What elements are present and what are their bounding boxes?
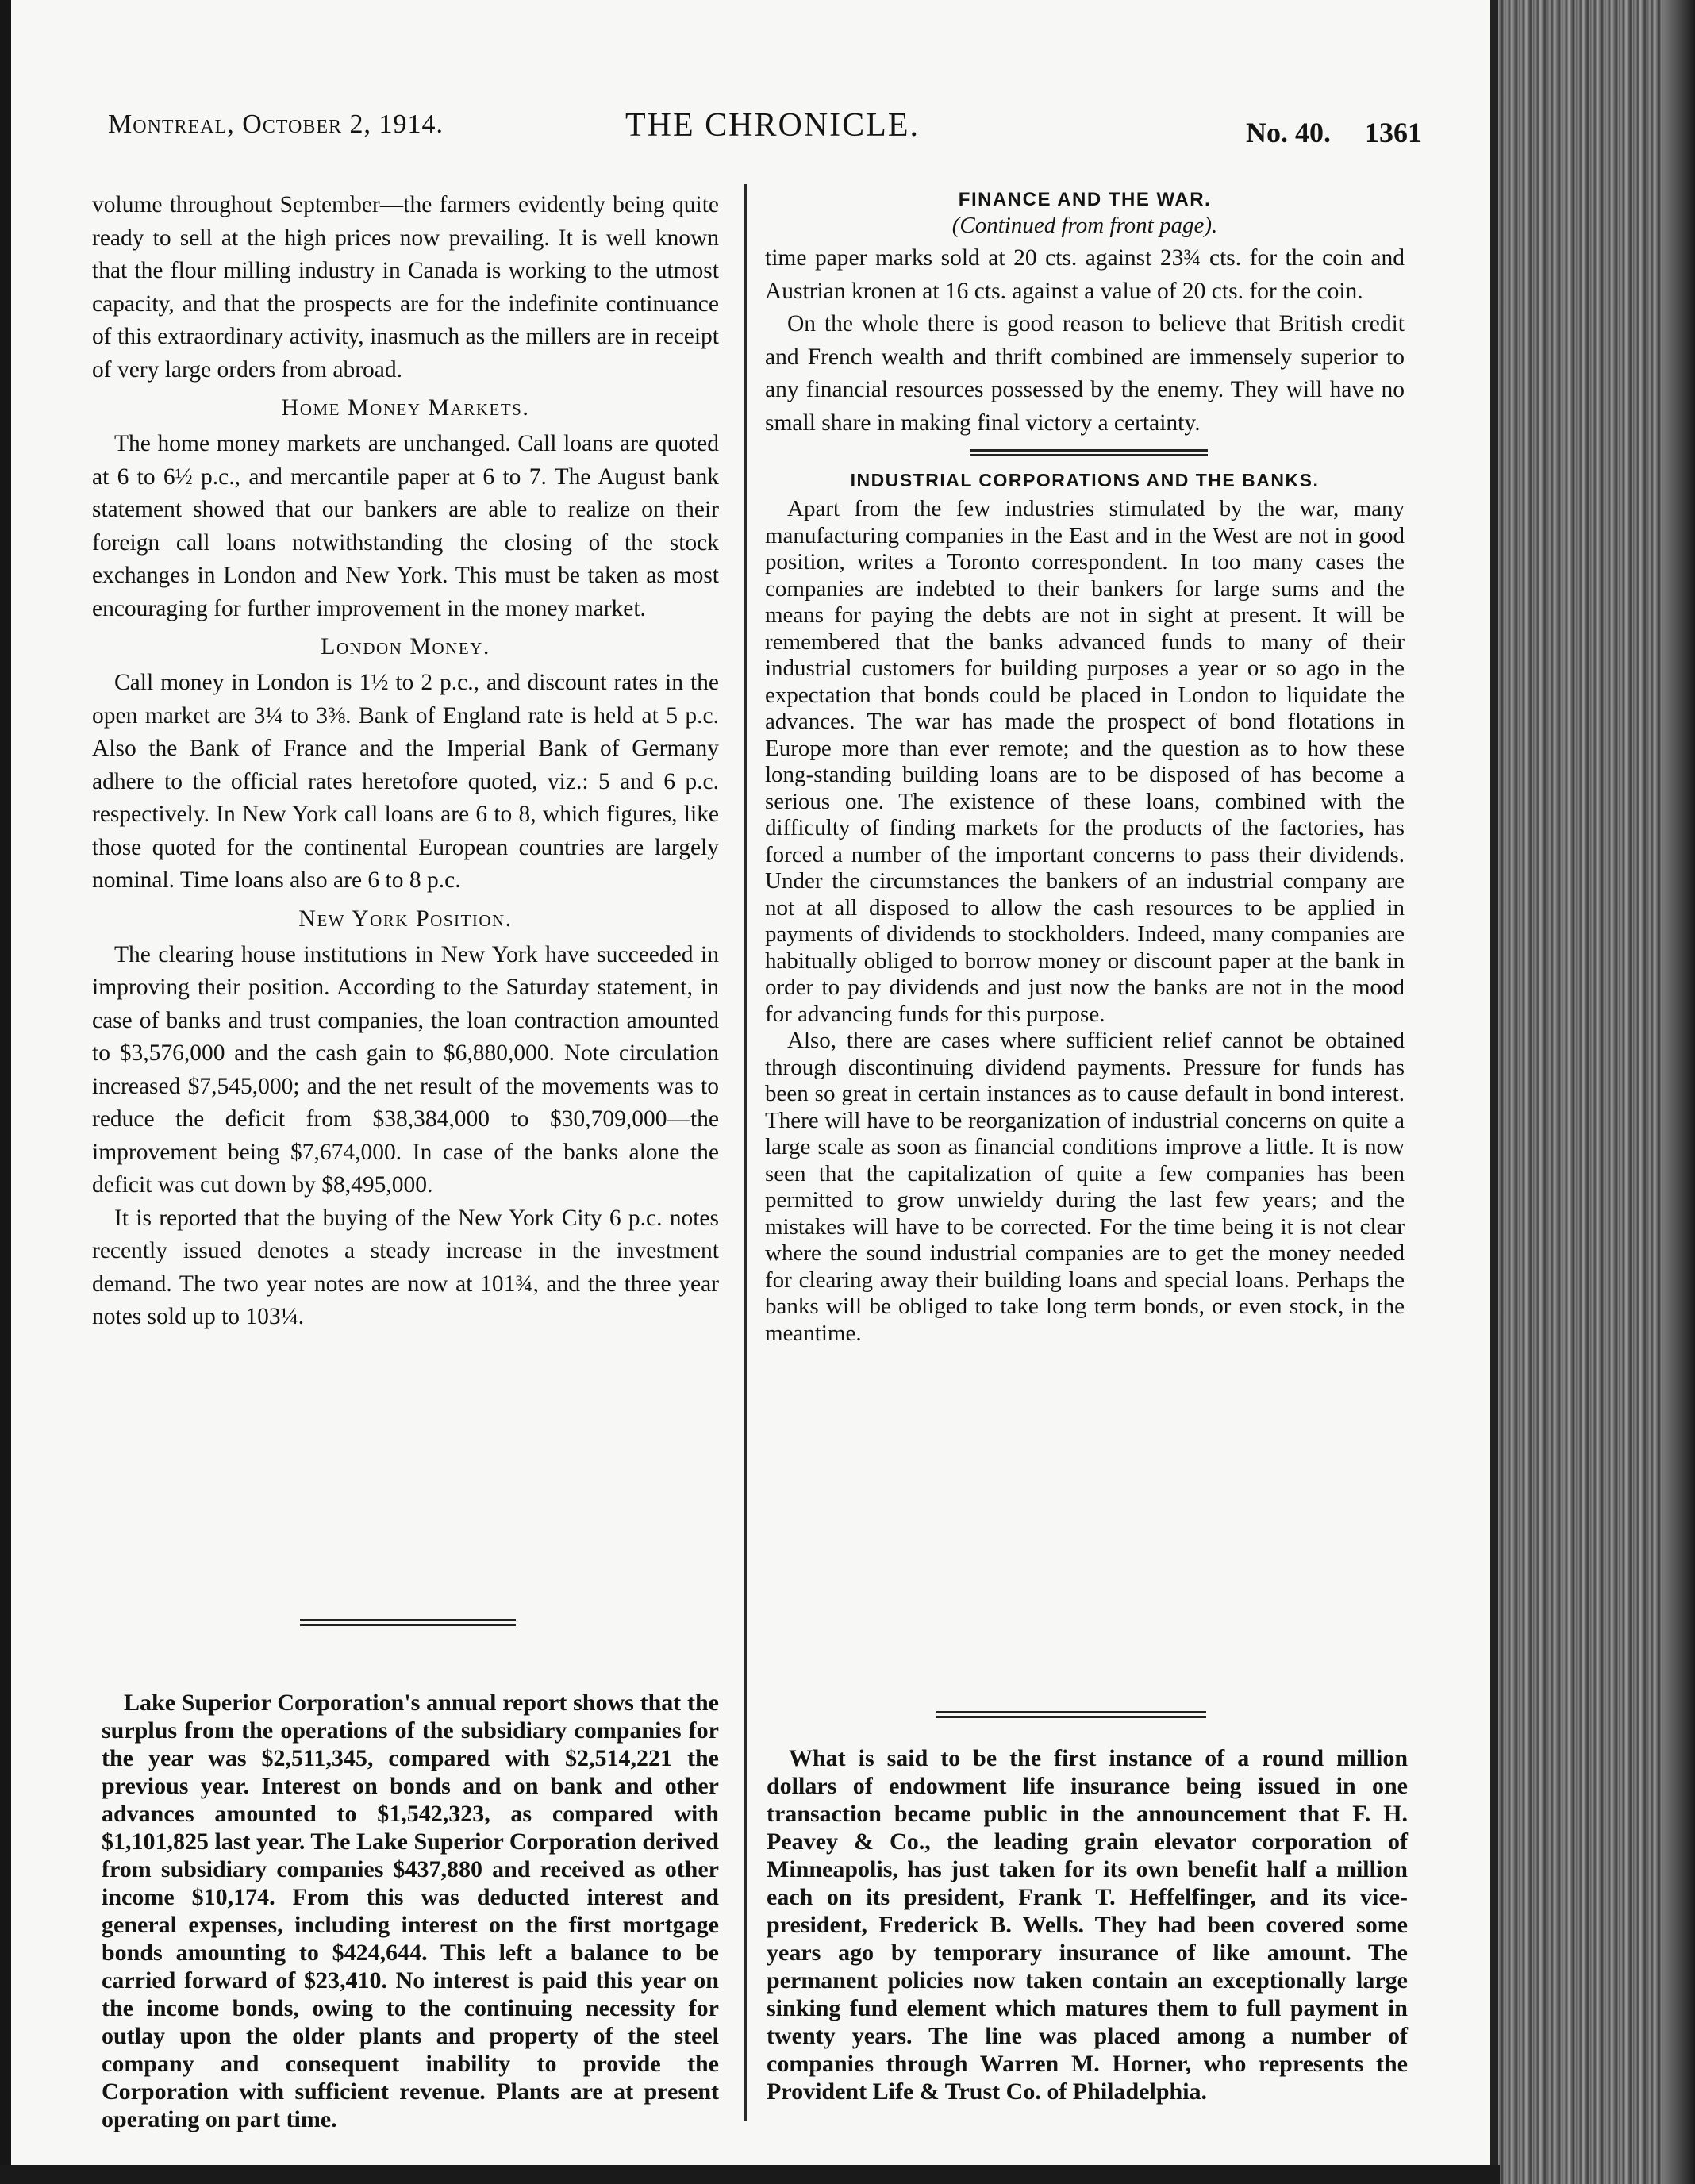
page-number: 1361 [1365,117,1422,148]
intro-paragraph: volume throughout September—the farmers evidently being quite ready to sell at the high prices now prevailing. It is well known that the flour milling industry in Canada is working to the utmost capacity, and that the prospects are for the indefinite continuance of this extraordinary activity, inasmuch as the millers are in receipt of very large orders from abroad. [92,192,719,383]
industrial-text-2: Also, there are cases where sufficient relief cannot be obtained through discontinuing dividend payments. Pressure for funds has been so great in certain instances as to cause default in bond interest. There will have to be reorganization of industrial concerns on quite a large scale as soon as financial conditions improve a little. It is now seen that the capitalization of quite a few companies has been permitted to grow unwieldy during the last few years; and the mistakes will have to be corrected. For the time being it is not clear where the sound industrial companies are to get the money needed for clearing away their building loans and special loans. Perhaps the banks will be obliged to take long term bonds, or even stock, in the meantime. [765,1028,1405,1346]
finance-war-rule-spacer [765,440,1405,470]
new-york-heading: New York Position. [298,905,513,932]
finance-war-rule [970,449,1208,457]
right-section-rule [936,1711,1206,1719]
new-york-text-2: It is reported that the buying of the New York City 6 p.c. notes recently issued denotes a steady increase in the investment demand. The two year notes are now at 101¾, and the three year notes sold up to 103¼. [92,1205,719,1329]
lake-superior-text: Lake Superior Corporation's annual report shows that the surplus from the operations of the subsidiary companies for the year was $2,511,345, compared with $2,514,221 the previous year. Interest on bonds and on bank and other advances amounted to $1,542,323, as compared with $1,101,825 last year. The Lake Superior Corporation derived from subsidiary companies $437,880 and received as other income $10,174. From this was deducted interest and general expenses, including interest on the first mortgage bonds amounting to $424,644. This left a balance to be carried forward of $23,410. No interest is paid this year on the income bonds, owing to the continuing necessity for outlay upon the older plants and property of the steel company and consequent inability to provide the Corporation with sufficient revenue. Plants are at present operating on part time. [102,1690,719,2132]
industrial-text-1: Apart from the few industries stimulated by the war, many manufacturing companies in the East and in the West are not in good position, writes a Toronto correspondent. In too many cases the companies are indebted to their bankers for large sums and the means for paying the debts are not in sight at present. It will be remembered that the banks advanced funds to many of their industrial customers for building purposes a year or so ago in the expectation that bonds could be placed in London to liquidate the advances. The war has made the prospect of bond flotations in Europe more than ever remote; and the question as to how these long-standing building loans are to be disposed of has become a serious one. The existence of these loans, combined with the difficulty of finding markets for the products of the factories, has forced a number of the important concerns to pass their dividends. Under the circumstances the bankers of an industrial company are not at all disposed to allow the cash resources to be applied in payments of dividends to stockholders. Indeed, many companies are habitually obliged to borrow money or discount paper at the bank in order to pay dividends and just now the banks are not in the mood for advancing funds for this purpose. [765,496,1405,1027]
book-fore-edge [1490,0,1695,2184]
insurance-text: What is said to be the first instance of a round million dollars of endowment life insurance being issued in one transaction became public in the announcement that F. H. Peavey & Co., the leading grain elevator corporation of Minneapolis, has just taken for its own benefit half a million each on its president, Frank T. Heffelfinger, and its vice-president, Frederick B. Wells. They had been covered some years ago by temporary insurance of like amount. The permanent policies now taken contain an exceptionally large sinking fund element which matures them to full payment in twenty years. The line was placed among a number of companies through Warren M. Horner, who represents the Provident Life & Trust Co. of Philadelphia. [767,1745,1408,2105]
continued-note: (Continued from front page). [951,213,1218,238]
lake-superior-article [102,1689,719,2133]
london-money-heading: London Money. [321,633,490,659]
left-column [92,189,719,1334]
industrial-heading: INDUSTRIAL CORPORATIONS AND THE BANKS. [850,470,1320,490]
home-money-text: The home money markets are unchanged. Call loans are quoted at 6 to 6½ p.c., and mercantile paper at 6 to 7. The August bank statement showed that our bankers are able to realize on their foreign call loans notwithstanding the closing of the stock exchanges in London and New York. This must be taken as most encouraging for further improvement in the money market. [92,431,719,621]
scan-left-edge [0,0,11,2184]
new-york-text-1: The clearing house institutions in New York have succeeded in improving their position. According to the Saturday statement, in case of banks and trust companies, the loan contraction amounted to $3,576,000 and the cash gain to $6,880,000. Note circulation increased $7,545,000; and the net result of the movements was to reduce the deficit from $38,384,000 to $30,709,000—the improvement being $7,674,000. In case of the banks alone the deficit was cut down by $8,495,000. [92,941,719,1198]
header-date: Montreal, October 2, 1914. [108,110,444,139]
london-money-text: Call money in London is 1½ to 2 p.c., and discount rates in the open market are 3¼ to 3⅜. Bank of England rate is held at 5 p.c. Also the Bank of France and the Imperial Bank of Germany adhere to the official rates heretofore quoted, viz.: 5 and 6 p.c. respectively. In New York call loans are 6 to 8, which figures, like those quoted for the continental European countries are largely nominal. Time loans also are 6 to 8 p.c. [92,670,719,893]
issue-number: No. 40. [1246,117,1331,148]
right-column [765,189,1405,1347]
insurance-article [767,1744,1408,2105]
finance-war-text-2: On the whole there is good reason to believe that British credit and French wealth and thrift combined are immensely superior to any financial resources possessed by the enemy. They will have no small share in making final victory a certainty. [765,311,1405,436]
finance-war-heading: FINANCE AND THE WAR. [958,189,1212,210]
home-money-heading: Home Money Markets. [281,394,530,421]
scan-bottom-edge [0,2165,1500,2184]
left-section-rule [300,1619,516,1627]
publication-title: THE CHRONICLE. [625,107,920,144]
column-divider [744,184,747,2121]
page-header [103,103,1422,159]
finance-war-text-1: time paper marks sold at 20 cts. against 23¾ cts. for the coin and Austrian kronen at 16 cts. against a value of 20 cts. for the coin. [765,245,1405,304]
